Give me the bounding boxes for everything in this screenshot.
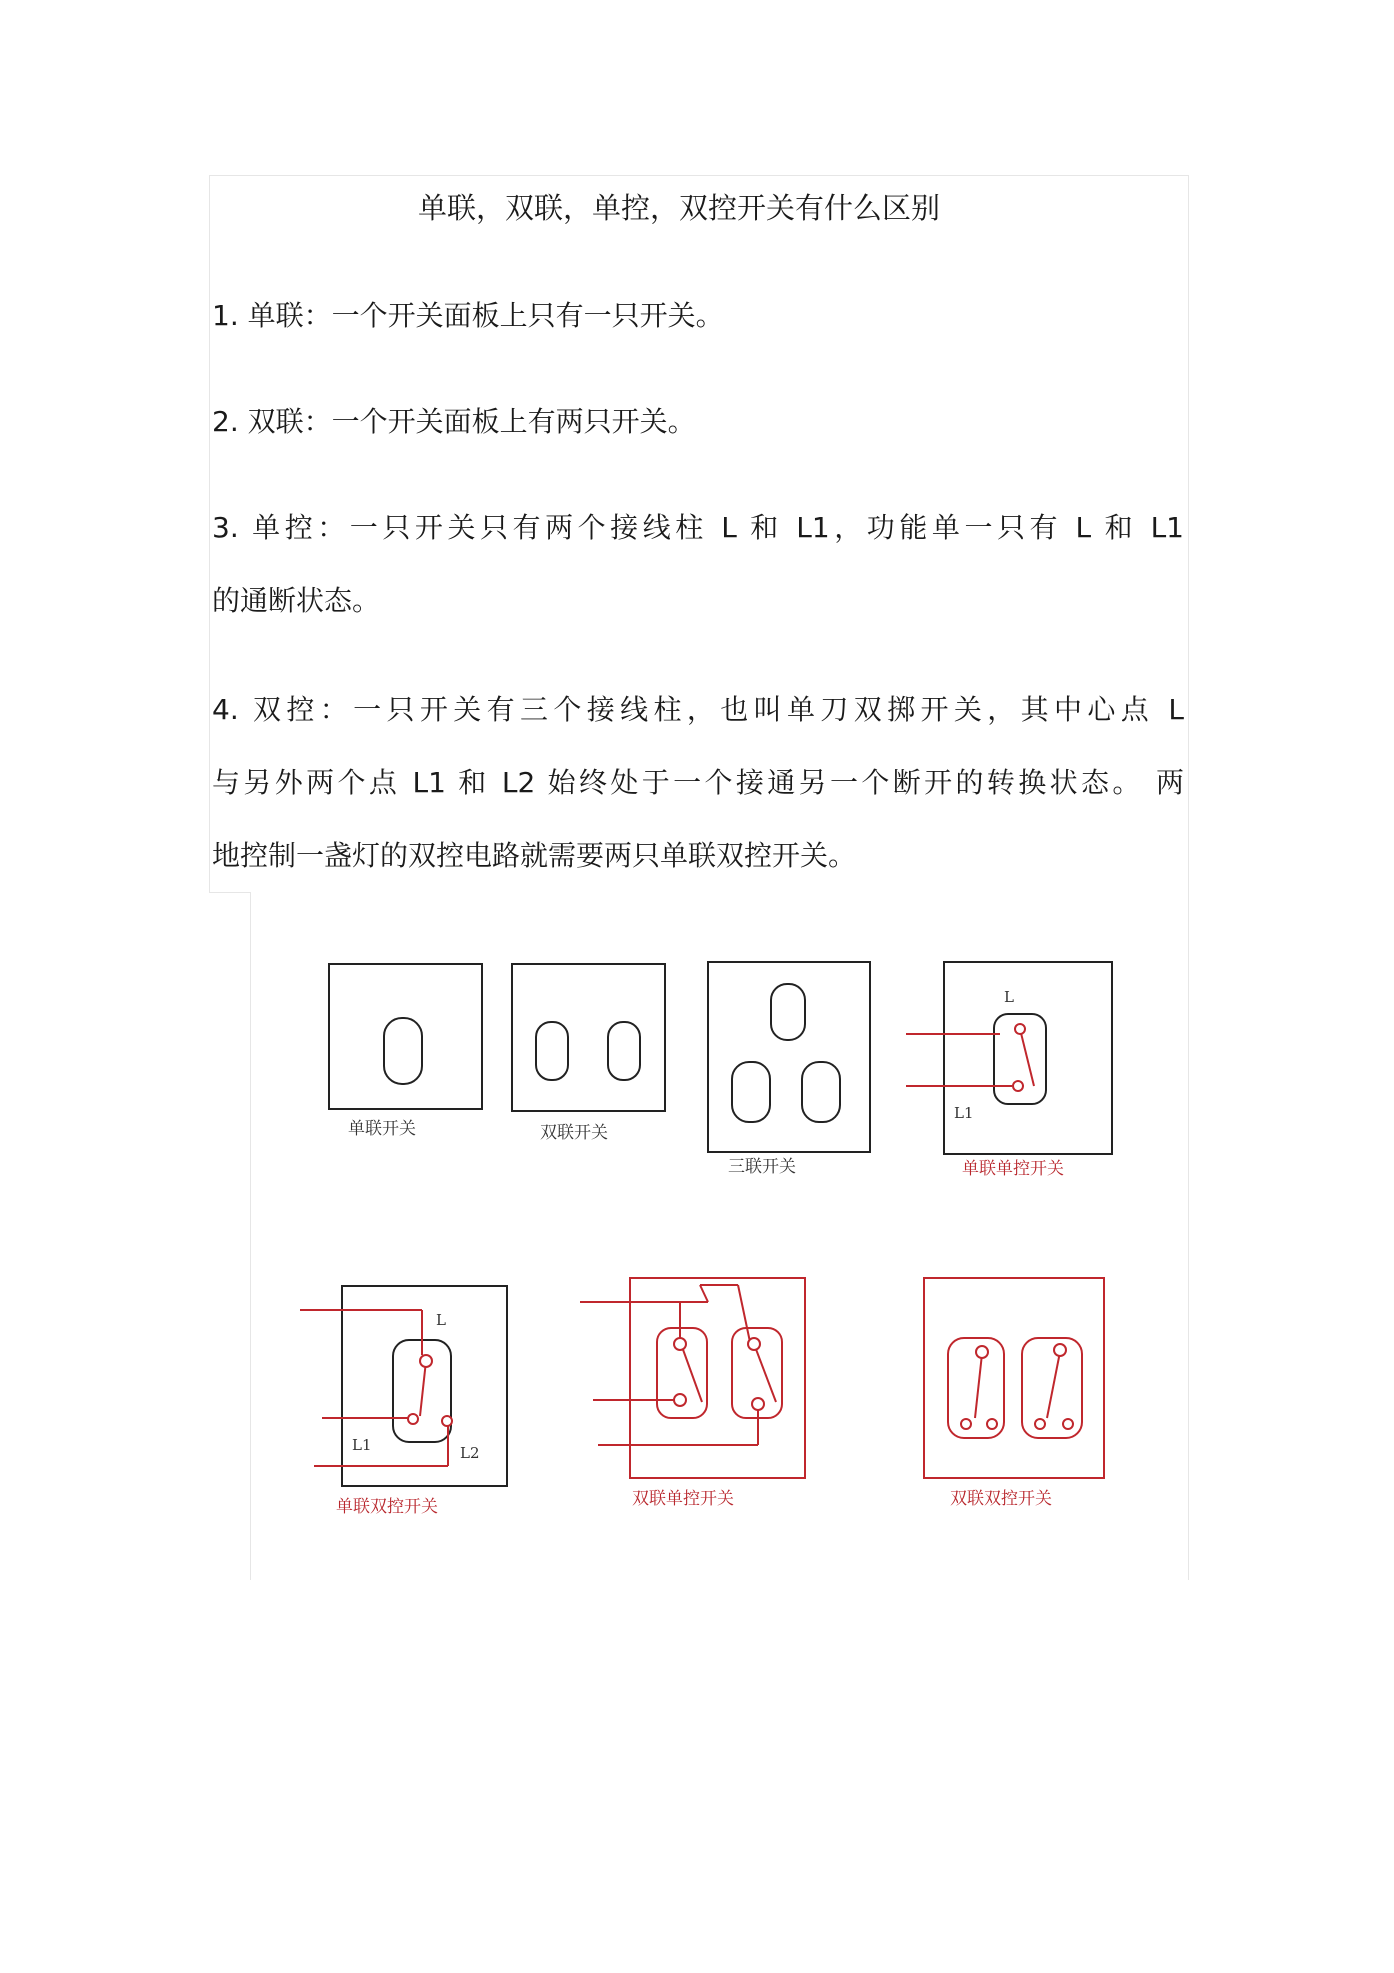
page-frame-top: [209, 175, 1189, 176]
switch-blade: [975, 1354, 982, 1418]
paragraph-3-line-1: 3. 单控：一只开关只有两个接线柱 L 和 L1，功能单一只有 L 和 L1: [212, 511, 1184, 544]
rocker-button: [608, 1022, 640, 1080]
triple-gang-switch: [708, 962, 870, 1177]
caption-double-gang: 双联开关: [540, 1123, 608, 1143]
terminal-l1: [1035, 1419, 1045, 1429]
wire-l: [738, 1285, 750, 1342]
caption-double-gang-double-control: 双联双控开关: [950, 1489, 1052, 1509]
caption-double-gang-single-control: 双联单控开关: [632, 1489, 734, 1509]
label-l1: L1: [954, 1104, 974, 1122]
switch-blade: [1020, 1029, 1034, 1086]
terminal-l1: [674, 1394, 686, 1406]
paragraph-4-line-3: 地控制一盏灯的双控电路就需要两只单联双控开关。: [212, 839, 857, 872]
switch-plate: [924, 1278, 1104, 1478]
switch-plate: [708, 962, 870, 1152]
paragraph-4: [212, 673, 1184, 892]
double-gang-single-control-switch: [580, 1278, 805, 1509]
caption-single-gang-single-control: 单联单控开关: [962, 1159, 1064, 1179]
terminal-l: [976, 1346, 988, 1358]
page-frame-notch: [209, 892, 250, 893]
switch-blade: [754, 1344, 776, 1402]
label-l1: L1: [352, 1436, 372, 1454]
switch-blade: [681, 1344, 702, 1402]
paragraph-2: [212, 385, 1184, 458]
rocker-button: [536, 1022, 568, 1080]
single-gang-double-control-switch: [300, 1286, 507, 1517]
paragraph-4-line-2: 与另外两个点 L1 和 L2 始终处于一个接通另一个断开的转换状态。 两: [212, 766, 1184, 799]
terminal-l: [674, 1338, 686, 1350]
paragraph-1-line: 1. 单联：一个开关面板上只有一只开关。: [212, 299, 724, 332]
switch-diagram: [270, 940, 1150, 1560]
terminal-l: [748, 1338, 760, 1350]
rocker-button: [802, 1062, 840, 1122]
rocker-button: [384, 1018, 422, 1084]
double-gang-switch: [512, 964, 665, 1143]
terminal-l2: [987, 1419, 997, 1429]
page-frame-right: [1188, 175, 1189, 1580]
terminal-l2: [442, 1416, 452, 1426]
paragraph-2-line: 2. 双联：一个开关面板上有两只开关。: [212, 405, 696, 438]
label-l2: L2: [460, 1444, 480, 1462]
page-frame-left: [209, 175, 210, 893]
single-gang-switch: [329, 964, 482, 1139]
terminal-l2: [1063, 1419, 1073, 1429]
rocker-button: [732, 1062, 770, 1122]
paragraph-4-line-1: 4. 双控：一只开关有三个接线柱，也叫单刀双掷开关，其中心点 L: [212, 693, 1184, 726]
single-gang-single-control-switch: [906, 962, 1112, 1179]
terminal-l1: [961, 1419, 971, 1429]
paragraph-1: [212, 279, 1184, 352]
caption-single-gang: 单联开关: [348, 1119, 416, 1139]
terminal-l: [420, 1355, 432, 1367]
terminal-l1: [752, 1398, 764, 1410]
rocker-button: [771, 984, 805, 1040]
switch-blade: [420, 1361, 426, 1416]
paragraph-3-line-2: 的通断状态。: [212, 584, 381, 617]
paragraph-3: [212, 491, 1184, 637]
terminal-l1: [1013, 1081, 1023, 1091]
page-frame-left-lower: [250, 892, 251, 1580]
document-title: 单联，双联，单控，双控开关有什么区别: [417, 191, 940, 225]
switch-plate: [342, 1286, 507, 1486]
switch-plate: [512, 964, 665, 1111]
label-l: L: [436, 1311, 446, 1329]
double-gang-double-control-switch: [924, 1278, 1104, 1509]
terminal-l: [1015, 1024, 1025, 1034]
wire-l: [700, 1285, 708, 1302]
caption-triple-gang: 三联开关: [728, 1157, 796, 1177]
terminal-l1: [408, 1414, 418, 1424]
label-l: L: [1004, 988, 1014, 1006]
terminal-l: [1054, 1344, 1066, 1356]
switch-plate: [329, 964, 482, 1109]
switch-blade: [1047, 1352, 1060, 1418]
switch-diagram-svg: [270, 940, 1150, 1560]
caption-single-gang-double-control: 单联双控开关: [336, 1497, 438, 1517]
